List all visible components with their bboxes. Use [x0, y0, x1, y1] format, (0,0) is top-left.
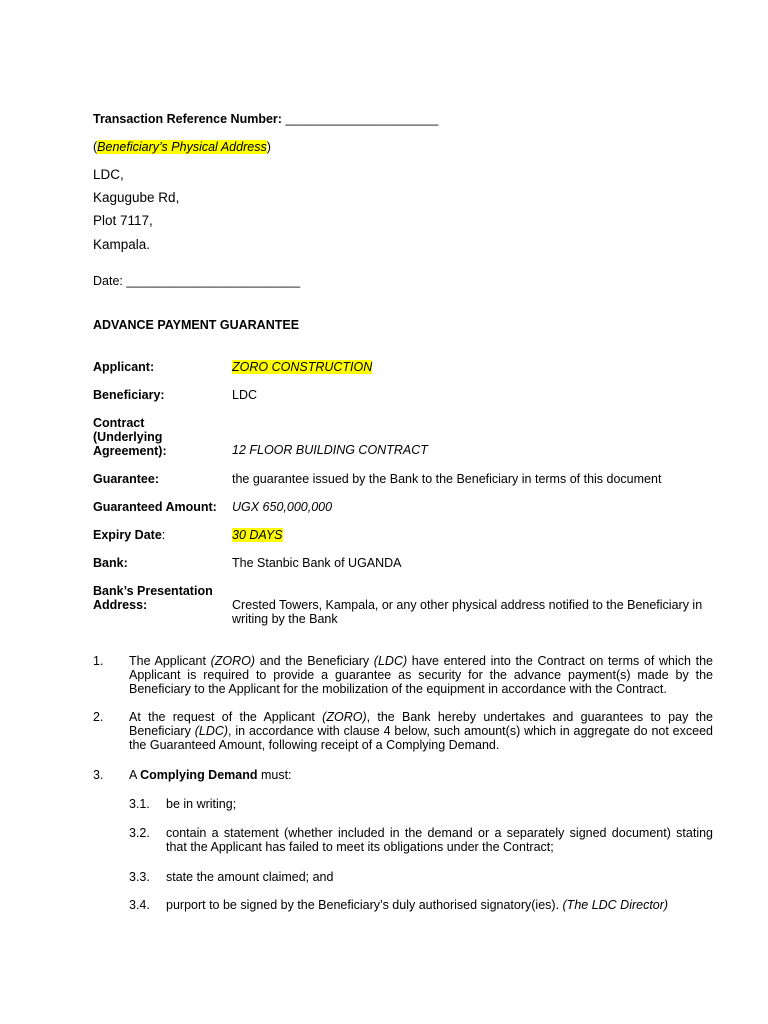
clause-party: (ZORO)	[322, 710, 367, 724]
clause-text: and the Beneficiary	[255, 654, 374, 668]
contract-label-line: Agreement):	[93, 444, 167, 458]
presentation-address-label	[93, 584, 233, 612]
address-line: LDC,	[93, 167, 124, 182]
contract-value: 12 FLOOR BUILDING CONTRACT	[232, 443, 428, 457]
expiry-date-label	[93, 528, 228, 542]
contract-label-line: (Underlying	[93, 430, 163, 444]
expiry-date-colon: :	[161, 528, 166, 542]
bank-label: Bank:	[93, 556, 128, 570]
guarantee-label: Guarantee:	[93, 472, 159, 486]
contract-label	[93, 416, 228, 458]
clause-party: (LDC)	[373, 654, 408, 668]
clause-number: 2.	[93, 710, 104, 724]
expiry-date-value-text: 30 DAYS	[232, 528, 283, 542]
contract-label-line: Contract	[93, 416, 145, 430]
clause-text: , in accordance with clause 4 below, such amount(s) which in aggregate do not exceed the Guaranteed Amount, following receipt of a Complying Demand.	[129, 724, 713, 752]
clause-text: must:	[257, 768, 292, 782]
clause-text: At the request of the Applicant	[129, 710, 323, 724]
subclause-number: 3.1.	[129, 797, 150, 811]
clause-text: A	[129, 768, 141, 782]
clause-1-text	[129, 654, 713, 696]
transaction-reference-line	[93, 112, 438, 126]
transaction-reference-label: Transaction Reference Number:	[93, 112, 282, 126]
presentation-address-value: Crested Towers, Kampala, or any other physical address notified to the Beneficiary in writing by the Bank	[232, 598, 703, 626]
subclause-number: 3.2.	[129, 826, 150, 840]
address-line: Kagugube Rd,	[93, 190, 180, 205]
date-label: Date:	[93, 274, 123, 288]
clause-number: 1.	[93, 654, 104, 668]
guaranteed-amount-label: Guaranteed Amount:	[93, 500, 217, 514]
presentation-address-label-line: Bank’s Presentation	[93, 584, 213, 598]
expiry-date-label-text: Expiry Date	[93, 528, 162, 542]
subclause-3-3-text: state the amount claimed; and	[166, 870, 334, 884]
beneficiary-address-highlight: Beneficiary’s Physical Address	[97, 140, 267, 154]
clause-party: (ZORO)	[210, 654, 256, 668]
date-line	[93, 274, 300, 288]
applicant-value-text: ZORO CONSTRUCTION	[232, 360, 373, 374]
beneficiary-label: Beneficiary:	[93, 388, 165, 402]
paren-open: (	[93, 140, 98, 154]
subclause-number: 3.3.	[129, 870, 150, 884]
expiry-date-value	[232, 528, 714, 542]
beneficiary-address-note	[93, 140, 271, 154]
beneficiary-value: LDC	[232, 388, 258, 402]
bank-value: The Stanbic Bank of UGANDA	[232, 556, 402, 570]
applicant-label: Applicant:	[93, 360, 155, 374]
applicant-value	[232, 360, 714, 374]
guaranteed-amount-value: UGX 650,000,000	[232, 500, 333, 514]
clause-text: have entered into the Contract on terms of which the Applicant is required to provide a guarantee as security for the advance payment(s) made by the Beneficiary to the Applicant for the mobilization of the equipment in accordance with the Contract.	[129, 654, 713, 696]
subclause-3-1-text: be in writing;	[166, 797, 237, 811]
paren-close: )	[266, 140, 271, 154]
complying-demand-term: Complying Demand	[140, 768, 258, 782]
subclause-3-4-text	[166, 898, 713, 912]
guarantee-value: the guarantee issued by the Bank to the Beneficiary in terms of this document	[232, 472, 662, 486]
clause-text: purport to be signed by the Beneficiary’s duly authorised signatory(ies).	[166, 898, 563, 912]
address-line: Kampala.	[93, 237, 151, 252]
date-blank: _________________________	[126, 274, 301, 288]
clause-party: (LDC)	[194, 724, 229, 738]
document-title: ADVANCE PAYMENT GUARANTEE	[93, 318, 300, 332]
presentation-address-label-line: Address:	[93, 598, 148, 612]
address-line: Plot 7117,	[93, 213, 153, 228]
clause-2-text	[129, 710, 713, 752]
clause-3-text	[129, 768, 713, 782]
subclause-number: 3.4.	[129, 898, 150, 912]
subclause-3-2-text: contain a statement (whether included in the demand or a separately signed document) stating that the Applicant has failed to meet its obligations under the Contract;	[166, 826, 713, 854]
clause-number: 3.	[93, 768, 104, 782]
ldc-director-note: (The LDC Director)	[562, 898, 669, 912]
transaction-reference-blank: ______________________	[285, 112, 439, 126]
clause-text: The Applicant	[129, 654, 211, 668]
clause-text: , the Bank hereby undertakes and guarantees to pay the Beneficiary	[129, 710, 713, 738]
